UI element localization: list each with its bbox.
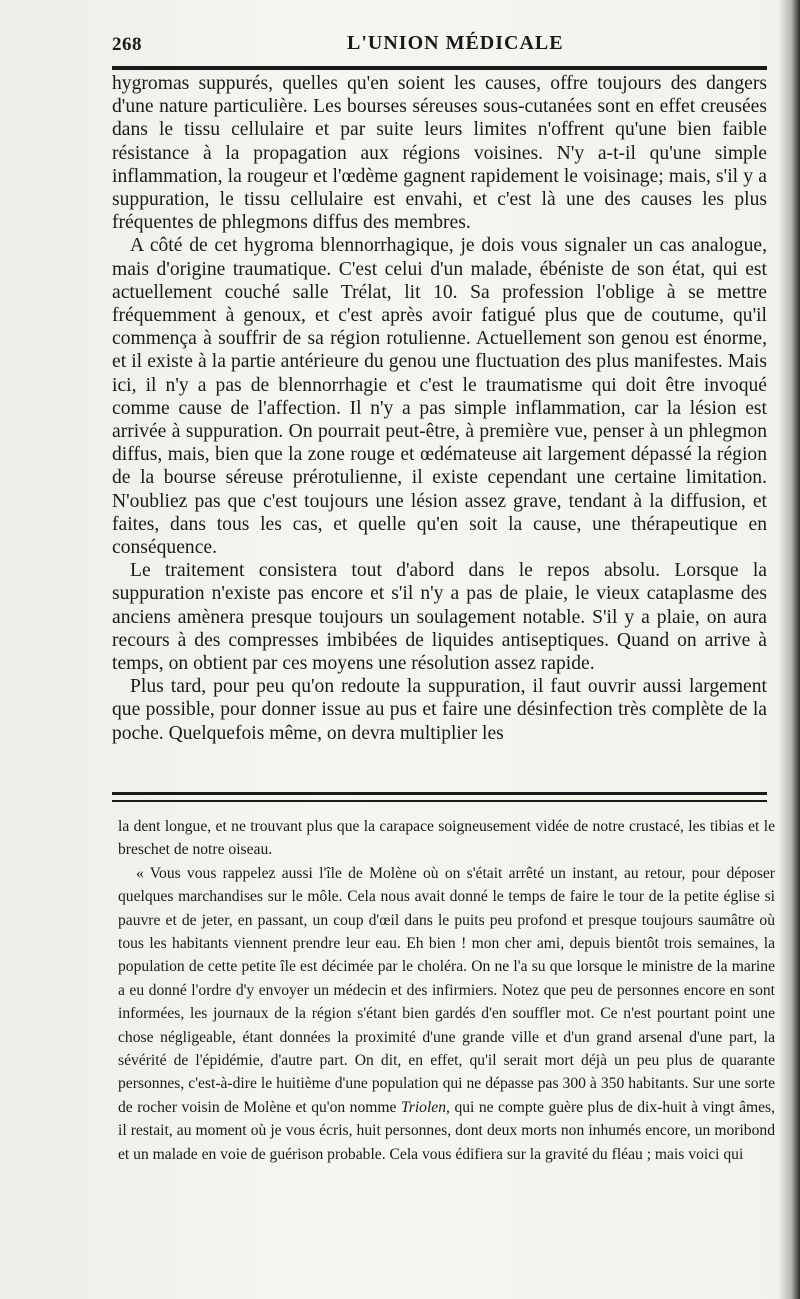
feuilleton-separator-rule [112,792,767,802]
main-paragraph: A côté de cet hygroma blennorrhagique, je dois vous signaler un cas analogue, mais d'origine traumatique. C'est celui d'un malade, ébéniste de son état, qui est actuellement couché salle Trélat, lit 10. Sa profession l'oblige à se mettre fréquemment à genoux, et c'est après avoir fatigué plus que de coutume, qu'il commença à souffrir de sa région rotulienne. Actuellement son genou est énorme, et il existe à la partie antérieure du genou une fluctuation des plus manifestes. Mais ici, il n'y a pas de blennorrhagie et c'est le traumatisme qui doit être invoqué comme cause de l'affection. Il n'y a pas simple inflammation, car la lésion est arrivée à suppuration. On pourrait peut-être, à première vue, penser à un phlegmon diffus, mais, bien que la zone rouge et œdémateuse ait largement dépassé la région de la bourse séreuse prérotulienne, il existe cependant une certaine limitation. N'oubliez pas que c'est toujours une lésion assez grave, tendant à la diffusion, et faites, dans tous les cas, et quelle qu'en soit la cause, une thérapeutique en conséquence. [112,235,767,559]
main-paragraph: hygromas suppurés, quelles qu'en soient les causes, offre toujours des dangers d'une nature particulière. Les bourses séreuses sous-cutanées sont en effet creusées dans le tissu cellulaire et par suite leurs limites n'offrent qu'une bien faible résistance à la propagation aux régions voisines. N'y a-t-il qu'une simple inflammation, la rougeur et l'œdème gagnent rapidement le voisinage; mais, s'il y a suppuration, le tissu cellulaire est envahi, et c'est là une des causes les plus fréquentes de phlegmons diffus des membres. [112,73,767,234]
main-article-text [112,72,767,745]
feuilleton-paragraph [118,862,775,1166]
main-paragraph: Le traitement consistera tout d'abord dans le repos absolu. Lorsque la suppuration n'existe pas encore et s'il n'y a pas de plaie, le vieux cataplasme des anciens amènera presque toujours un soulagement notable. S'il y a plaie, on aura recours à des compresses imbibées de liquides antiseptiques. Quand on arrive à temps, on obtient par ces moyens une résolution assez rapide. [112,560,767,675]
running-title: L'UNION MÉDICALE [347,32,564,54]
page-number: 268 [112,34,142,55]
main-paragraph: Plus tard, pour peu qu'on redoute la suppuration, il faut ouvrir aussi largement que possible, pour donner issue au pus et faire une désinfection très complète de la poche. Quelquefois même, on devra multiplier les [112,676,767,744]
feuilleton-paragraph: la dent longue, et ne trouvant plus que la carapace soigneusement vidée de notre crustacé, les tibias et le breschet de notre oiseau. [118,818,775,859]
header-rule [112,66,767,70]
feuilleton-text-run: « Vous vous rappelez aussi l'île de Molène où on s'était arrêté un instant, au retour, pour déposer quelques marchandises sur le môle. Cela nous avait donné le temps de faire le tour de la petite église si pauvre et de jeter, en passant, un coup d'œil dans le puits peu profond et presque toujours saumâtre où tous les habitants viennent prendre leur eau. Eh bien ! mon cher ami, depuis bientôt trois semaines, la population de cette petite île est décimée par le choléra. On ne l'a su que lorsque le ministre de la marine a eu donné l'ordre d'y envoyer un médecin et des infirmiers. Notez que peu de personnes encore en sont informées, les journaux de la région s'étant bien gardés d'en souffler mot. Ce n'est pourtant point une chose négligeable, étant données la proximité d'une grande ville et d'un grand arsenal d'une part, la sévérité de l'épidémie, d'autre part. On dit, en effet, qu'il serait mort déjà un peu plus de quarante personnes, c'est-à-dire le huitième d'une population qui ne dépasse pas 300 à 350 habitants. Sur une sorte de rocher voisin de Molène et qu'on nomme [118,864,775,1116]
feuilleton-text-run: qui ne compte guère plus de dix-huit à vingt âmes, il restait, au moment où je vous écris, huit personnes, dont deux morts non inhumés encore, un moribond et un malade en voie de guérison probable. Cela vous édifiera sur la gravité du fléau ; mais voici qui [118,1098,776,1163]
feuilleton-text [118,815,775,1166]
page-header [112,28,767,58]
page-gutter-shadow [778,0,800,1299]
place-name-triolen: Triolen, [400,1098,450,1116]
